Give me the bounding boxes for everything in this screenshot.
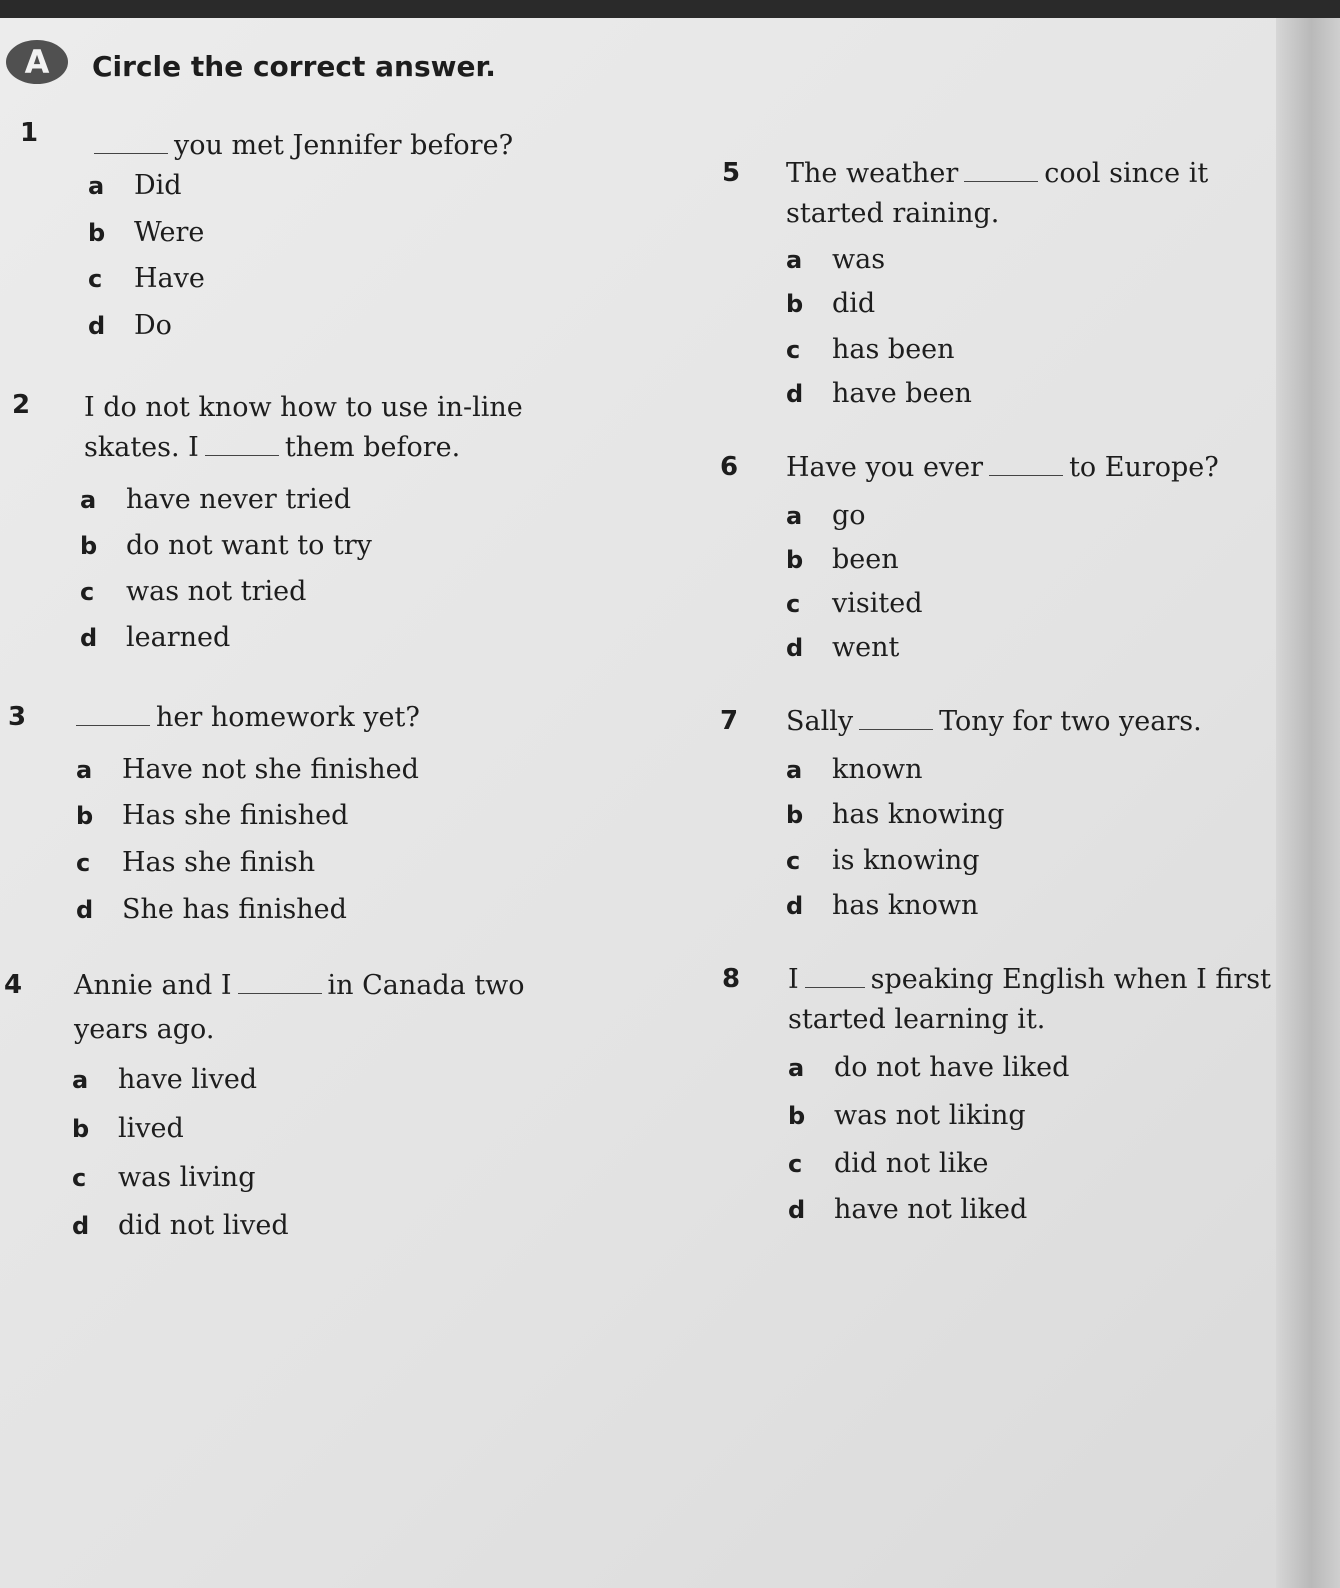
answer-blank[interactable] xyxy=(964,181,1038,182)
question-stem: started learning it. xyxy=(788,1004,1046,1035)
question-number: 3 xyxy=(8,702,27,732)
question-number: 8 xyxy=(722,964,741,994)
option-d[interactable]: d She has finished xyxy=(76,894,347,925)
option-c[interactable]: c did not like xyxy=(788,1148,989,1179)
answer-blank[interactable] xyxy=(76,725,150,726)
option-b[interactable]: b was not liking xyxy=(788,1100,1026,1131)
option-a[interactable]: a have never tried xyxy=(80,484,352,515)
page-top-edge xyxy=(0,0,1340,18)
answer-blank[interactable] xyxy=(859,729,933,730)
option-d[interactable]: d have been xyxy=(786,378,972,409)
option-b[interactable]: b did xyxy=(786,288,876,319)
question-stem: started raining. xyxy=(786,198,1000,229)
question-number: 6 xyxy=(720,452,739,482)
option-c[interactable]: c was living xyxy=(72,1162,256,1193)
question-stem: The weather cool since it xyxy=(786,158,1209,189)
question-stem: Annie and I in Canada two xyxy=(74,970,525,1001)
option-b[interactable]: b Were xyxy=(88,217,205,248)
option-b[interactable]: b lived xyxy=(72,1113,184,1144)
option-d[interactable]: d Do xyxy=(88,310,172,341)
option-b[interactable]: b Has she finished xyxy=(76,800,349,831)
exercise-instruction: Circle the correct answer. xyxy=(92,50,496,83)
question-stem: years ago. xyxy=(74,1014,215,1045)
option-b[interactable]: b been xyxy=(786,544,899,575)
option-b[interactable]: b has knowing xyxy=(786,799,1005,830)
question-stem: her homework yet? xyxy=(70,702,420,733)
option-c[interactable]: c was not tried xyxy=(80,576,307,607)
option-c[interactable]: c Has she finish xyxy=(76,847,316,878)
option-a[interactable]: a known xyxy=(786,754,923,785)
question-stem: skates. I them before. xyxy=(84,432,461,463)
question-number: 2 xyxy=(12,390,31,420)
option-d[interactable]: d have not liked xyxy=(788,1194,1028,1225)
question-stem: Have you ever to Europe? xyxy=(786,452,1219,483)
option-c[interactable]: c has been xyxy=(786,334,955,365)
question-stem: I do not know how to use in-line xyxy=(84,392,523,423)
question-stem: you met Jennifer before? xyxy=(88,130,513,161)
answer-blank[interactable] xyxy=(94,153,168,154)
option-c[interactable]: c Have xyxy=(88,263,205,294)
answer-blank[interactable] xyxy=(205,455,279,456)
option-a[interactable]: a go xyxy=(786,500,866,531)
option-a[interactable]: a Did xyxy=(88,170,182,201)
option-b[interactable]: b do not want to try xyxy=(80,530,372,561)
question-number: 1 xyxy=(20,118,39,148)
question-stem: Sally Tony for two years. xyxy=(786,706,1202,737)
option-a[interactable]: a have lived xyxy=(72,1064,258,1095)
option-c[interactable]: c visited xyxy=(786,588,923,619)
answer-blank[interactable] xyxy=(805,987,865,988)
question-stem: I speaking English when I first xyxy=(788,964,1271,995)
option-d[interactable]: d has known xyxy=(786,890,979,921)
option-d[interactable]: d went xyxy=(786,632,900,663)
answer-blank[interactable] xyxy=(989,475,1063,476)
option-a[interactable]: a was xyxy=(786,244,886,275)
question-number: 7 xyxy=(720,706,739,736)
option-d[interactable]: d did not lived xyxy=(72,1210,289,1241)
answer-blank[interactable] xyxy=(238,993,322,994)
option-a[interactable]: a Have not she finished xyxy=(76,754,419,785)
page-right-edge xyxy=(1276,18,1340,1588)
question-number: 4 xyxy=(4,970,23,1000)
option-d[interactable]: d learned xyxy=(80,622,231,653)
question-number: 5 xyxy=(722,158,741,188)
exercise-badge: A xyxy=(6,40,68,84)
option-c[interactable]: c is knowing xyxy=(786,845,980,876)
option-a[interactable]: a do not have liked xyxy=(788,1052,1070,1083)
